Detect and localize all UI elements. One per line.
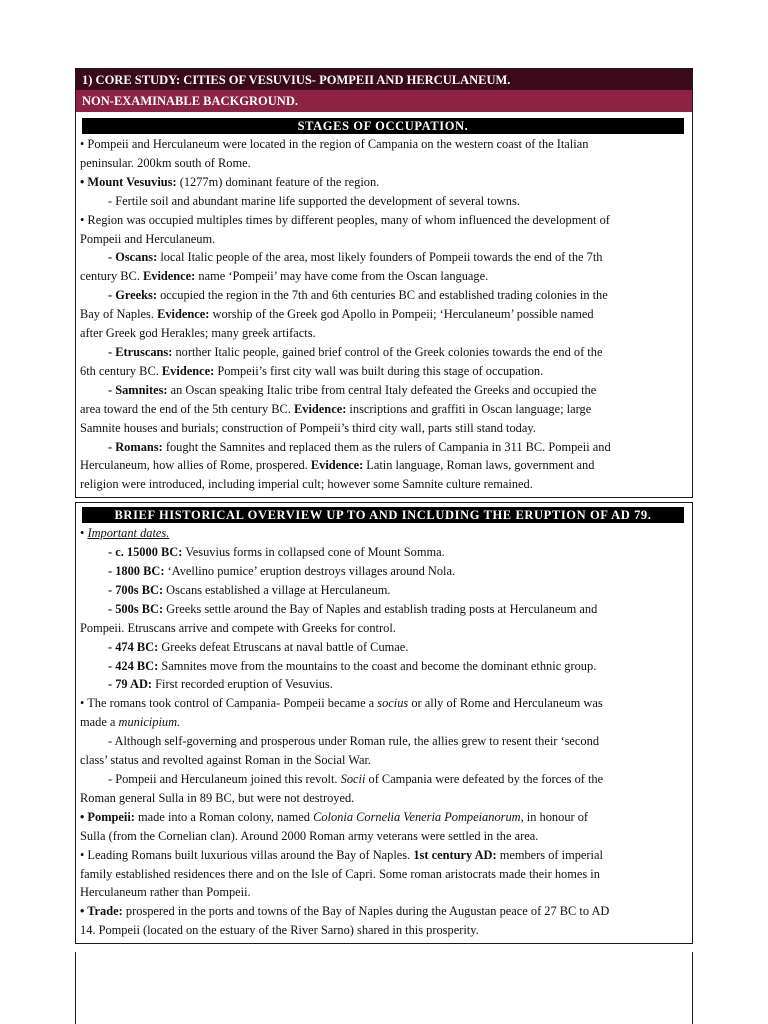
paragraph-line <box>80 173 688 192</box>
date-item <box>80 543 688 562</box>
text-run: (1277m) dominant feature of the region. <box>176 174 380 189</box>
date-label: - 700s BC: <box>108 582 164 597</box>
paragraph-line <box>80 713 688 732</box>
text-run: members of imperial <box>496 847 603 862</box>
page-border-right <box>692 952 693 1024</box>
paragraph-line: Herculaneum rather than Pompeii. <box>80 885 251 900</box>
historical-overview-section <box>75 502 693 944</box>
paragraph-line: Samnite houses and burials; construction of Pompeii’s third city wall, parts still stand today. <box>80 420 536 435</box>
text-run: - Pompeii and Herculaneum joined this revolt. <box>108 772 341 786</box>
paragraph-line <box>80 438 688 457</box>
text-run: or ally of Rome and Herculaneum was <box>408 696 603 711</box>
date-item <box>80 562 688 581</box>
paragraph-line: • Important dates. <box>80 526 170 541</box>
document-page <box>75 68 693 944</box>
text-run: century BC. <box>80 269 143 284</box>
evidence-label: Evidence: <box>294 401 347 416</box>
text-run: • The romans took control of Campania- Pompeii became a <box>80 696 378 711</box>
term-label: - Romans: <box>108 439 163 454</box>
paragraph-line: after Greek god Herakles; many greek artifacts. <box>80 326 316 341</box>
date-item <box>80 581 688 600</box>
date-item <box>80 657 688 676</box>
evidence-label: Evidence: <box>161 363 215 378</box>
term-label: • Mount Vesuvius: <box>80 174 177 189</box>
paragraph-line <box>80 305 688 324</box>
text-run: an Oscan speaking Italic tribe from central Italy defeated the Greeks and occupied the <box>167 382 597 397</box>
term-label: - Samnites: <box>108 382 168 397</box>
core-study-title: 1) CORE STUDY: CITIES OF VESUVIUS- POMPEII AND HERCULANEUM. <box>75 68 693 90</box>
paragraph-line: Roman general Sulla in 89 BC, but were not destroyed. <box>80 790 355 805</box>
paragraph-line: • Region was occupied multiples times by different peoples, many of whom influenced the development of <box>80 212 610 227</box>
text-run: Latin language, Roman laws, government and <box>363 458 595 473</box>
date-item <box>80 600 688 619</box>
term-label: • Trade: <box>80 904 123 919</box>
page-border-left <box>75 952 76 1024</box>
date-label: - 500s BC: <box>108 601 164 616</box>
text-run: fought the Samnites and replaced them as the rulers of Campania in 311 BC. Pompeii and <box>162 439 611 454</box>
text-run: First recorded eruption of Vesuvius. <box>152 677 333 692</box>
text-run: Samnites move from the mountains to the coast and become the dominant ethnic group. <box>158 658 597 673</box>
text-run: , in honour of <box>520 809 589 824</box>
paragraph-line <box>80 362 688 381</box>
term-label: • Pompeii: <box>80 809 135 824</box>
paragraph-line: • Pompeii and Herculaneum were located in the region of Campania on the western coast of the Italian <box>80 137 589 151</box>
paragraph-line <box>80 267 688 286</box>
term-label: - Oscans: <box>108 250 158 265</box>
date-label: - c. 15000 BC: <box>108 545 183 560</box>
paragraph-line <box>80 902 688 921</box>
date-item <box>80 638 688 657</box>
text-run: Bay of Naples. <box>80 307 158 322</box>
term-label: 1st century AD: <box>413 847 497 862</box>
text-run: of Campania were defeated by the forces of the <box>365 772 604 786</box>
italic-term: Socii <box>340 772 366 786</box>
text-run: made into a Roman colony, named <box>134 809 314 824</box>
text-run: Greeks settle around the Bay of Naples and establish trading posts at Herculaneum and <box>163 601 598 616</box>
paragraph-line <box>80 400 688 419</box>
paragraph-line: - Fertile soil and abundant marine life supported the development of several towns. <box>108 193 520 208</box>
paragraph-line: Pompeii. Etruscans arrive and compete with Greeks for control. <box>80 620 396 635</box>
paragraph-line <box>80 456 688 475</box>
text-run: ‘Avellino pumice’ eruption destroys villages around Nola. <box>164 564 456 579</box>
paragraph-line <box>80 694 688 713</box>
text-run: Greeks defeat Etruscans at naval battle of Cumae. <box>158 639 409 654</box>
text-run: inscriptions and graffiti in Oscan language; large <box>346 401 592 416</box>
text-run: worship of the Greek god Apollo in Pompeii; ‘Herculaneum’ possible named <box>209 307 594 322</box>
evidence-label: Evidence: <box>157 307 210 322</box>
paragraph-line <box>80 381 688 400</box>
paragraph-line: Sulla (from the Cornelian clan). Around 2000 Roman army veterans were settled in the area. <box>80 828 539 843</box>
text-run: made a <box>80 715 119 730</box>
date-label: - 424 BC: <box>108 658 159 673</box>
text-run: name ‘Pompeii’ may have come from the Oscan language. <box>195 269 489 284</box>
stages-of-occupation-section <box>75 112 693 498</box>
italic-term: municipium. <box>118 715 181 730</box>
paragraph-line <box>80 770 688 789</box>
term-label: - Greeks: <box>108 288 157 303</box>
italic-term: Colonia Cornelia Veneria Pompeianorum <box>313 809 521 824</box>
paragraph-line: class’ status and revolted against Roman in the Social War. <box>80 753 372 768</box>
date-label: - 79 AD: <box>108 677 153 692</box>
stages-heading: STAGES OF OCCUPATION. <box>82 118 684 134</box>
text-run: Pompeii’s first city wall was built during this stage of occupation. <box>214 363 544 378</box>
text-run: local Italic people of the area, most likely founders of Pompeii towards the end of the 7th <box>157 250 603 265</box>
paragraph-line: religion were introduced, including imperial cult; however some Samnite culture remained. <box>80 477 533 492</box>
paragraph-line <box>80 286 688 305</box>
paragraph-line <box>80 343 688 362</box>
text-run: Vesuvius forms in collapsed cone of Mount Somma. <box>182 545 445 560</box>
paragraph-line <box>80 846 688 865</box>
paragraph-line <box>80 808 688 827</box>
text-run: Oscans established a village at Herculaneum. <box>163 582 391 597</box>
date-item <box>80 675 688 694</box>
text-run: norther Italic people, gained brief control of the Greek colonies towards the end of the <box>172 344 603 359</box>
italic-term: socius <box>377 696 409 711</box>
evidence-label: Evidence: <box>142 269 196 284</box>
important-dates-label: Important dates. <box>87 526 170 541</box>
text-run: • Leading Romans built luxurious villas around the Bay of Naples. <box>80 847 414 862</box>
paragraph-line: 14. Pompeii (located on the estuary of the River Sarno) shared in this prosperity. <box>80 923 479 938</box>
paragraph-line <box>80 248 688 267</box>
date-label: - 1800 BC: <box>108 564 165 579</box>
text-run: Herculaneum, how allies of Rome, prospered. <box>80 458 311 473</box>
text-run: occupied the region in the 7th and 6th centuries BC and established trading colonies in the <box>156 288 608 303</box>
background-subtitle: NON-EXAMINABLE BACKGROUND. <box>75 90 693 112</box>
text-run: prospered in the ports and towns of the Bay of Naples during the Augustan peace of 27 BC to AD <box>122 904 610 919</box>
text-run: 6th century BC. <box>80 363 162 378</box>
text-run: area toward the end of the 5th century BC. <box>80 401 295 416</box>
overview-heading: BRIEF HISTORICAL OVERVIEW UP TO AND INCLUDING THE ERUPTION OF AD 79. <box>82 507 684 523</box>
paragraph-line: - Although self-governing and prosperous under Roman rule, the allies grew to resent their ‘second <box>108 734 600 749</box>
term-label: - Etruscans: <box>108 344 173 359</box>
paragraph-line: family established residences there and on the Isle of Capri. Some roman aristocrats made their homes in <box>80 866 600 881</box>
evidence-label: Evidence: <box>310 458 364 473</box>
paragraph-line: peninsular. 200km south of Rome. <box>80 155 251 170</box>
date-label: - 474 BC: <box>108 639 159 654</box>
paragraph-line: Pompeii and Herculaneum. <box>80 231 216 246</box>
